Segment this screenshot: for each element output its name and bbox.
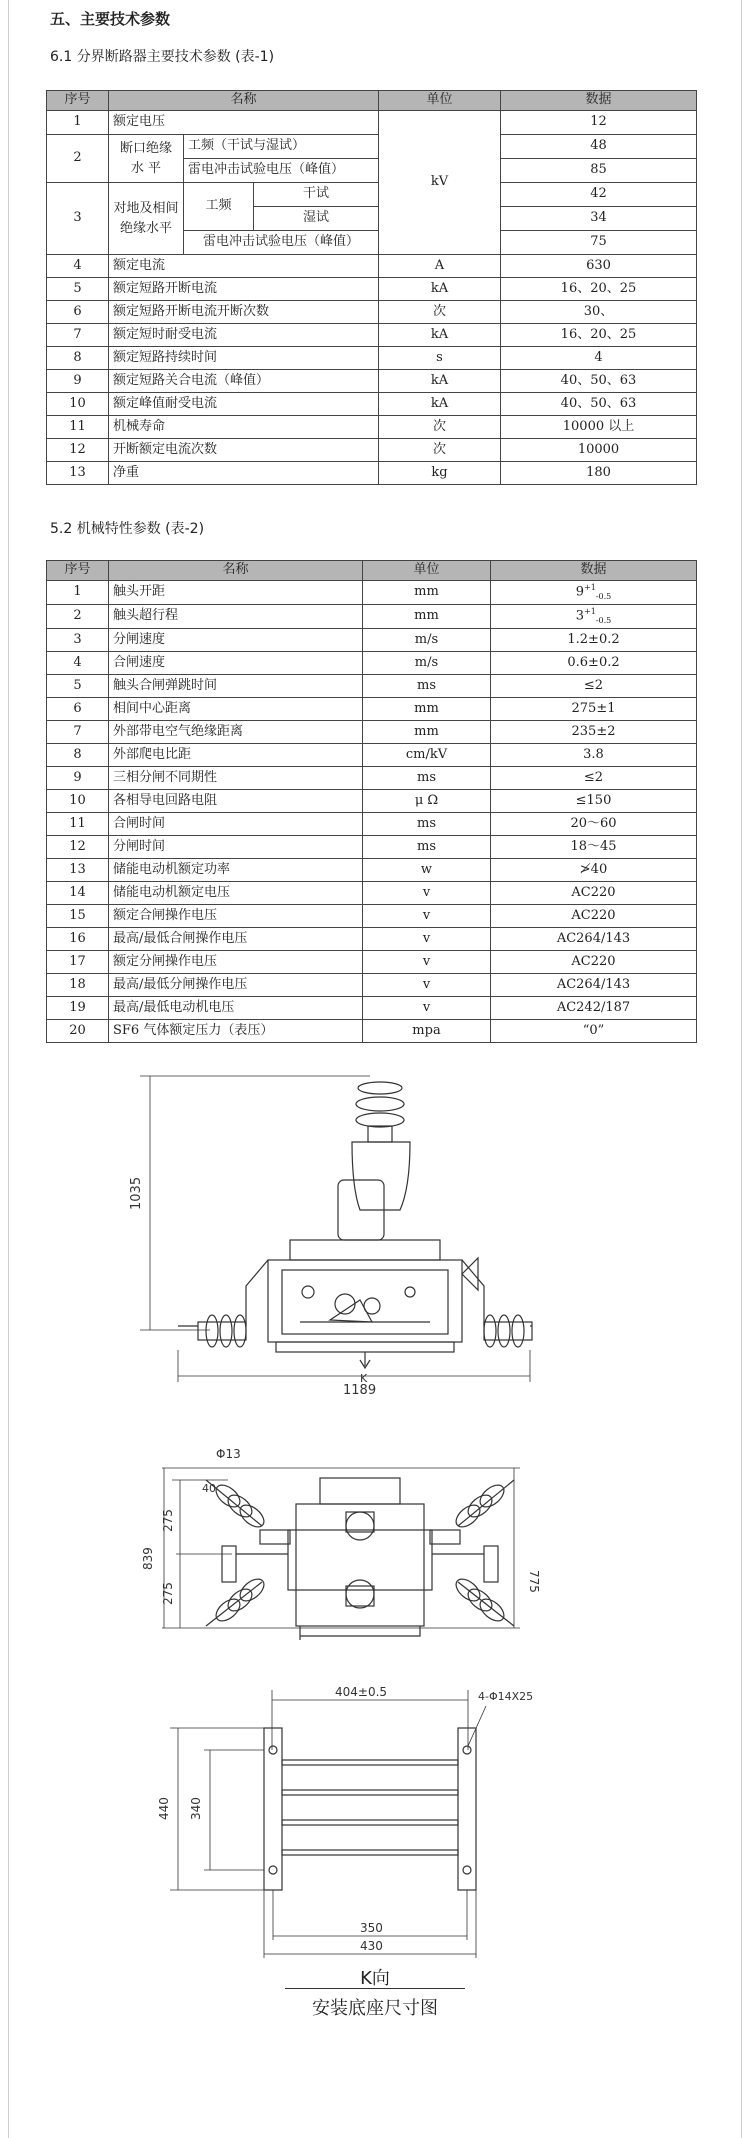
table-row: 5 额定短路开断电流 kA 16、20、25	[47, 278, 697, 301]
caption-underline	[285, 1988, 465, 1989]
front-elevation-drawing	[129, 1076, 532, 1398]
table-header	[47, 91, 697, 111]
header-name: 名称	[109, 91, 379, 111]
table-row: 8 外部爬电比距 cm/kV 3.8	[47, 744, 697, 767]
table-row: 13 储能电动机额定功率 w ≯40	[47, 859, 697, 882]
table-row: 9 额定短路关合电流（峰值） kA 40、50、63	[47, 370, 697, 393]
table1-caption: 6.1 分界断路器主要技术参数 (表-1)	[50, 49, 275, 65]
table-row: 4 额定电流 A 630	[47, 255, 697, 278]
table-row: 3 对地及相间 绝缘水平 工频 干试 42	[47, 183, 697, 207]
table1	[46, 90, 697, 485]
table-row: 14 储能电动机额定电压 v AC220	[47, 882, 697, 905]
header-value: 数据	[491, 561, 697, 581]
table-row: 15 额定合闸操作电压 v AC220	[47, 905, 697, 928]
dim-inner-height: 340	[189, 1797, 203, 1820]
view-arrow-label: K	[360, 1372, 368, 1385]
header-no: 序号	[47, 91, 109, 111]
table-header	[47, 561, 697, 581]
table-row: 12 开断额定电流次数 次 10000	[47, 439, 697, 462]
table-row: 12 分闸时间 ms 18～45	[47, 836, 697, 859]
table-row: 11 机械寿命 次 10000 以上	[47, 416, 697, 439]
table-row: 10 各相导电回路电阻 μ Ω ≤150	[47, 790, 697, 813]
table-row: 20 SF6 气体额定压力（表压） mpa “0”	[47, 1020, 697, 1043]
table-row: 10 额定峰值耐受电流 kA 40、50、63	[47, 393, 697, 416]
section-title: 五、主要技术参数	[50, 10, 171, 28]
dim-height: 1035	[129, 1176, 144, 1210]
hole-note: 4-Φ14X25	[478, 1690, 534, 1703]
table-row: 2 触头超行程 mm $3^{+1}_{-0.5}$	[47, 605, 697, 629]
header-name: 名称	[109, 561, 363, 581]
dim-outer-height: 440	[157, 1797, 171, 1820]
header-value: 数据	[501, 91, 697, 111]
table-row: 7 外部带电空气绝缘距离 mm 235±2	[47, 721, 697, 744]
dim-top: 404±0.5	[335, 1685, 388, 1699]
table-row: 9 三相分闸不同期性 ms ≤2	[47, 767, 697, 790]
table-row: 雷电冲击试验电压（峰值） 85	[47, 159, 697, 183]
table-row: 6 相间中心距离 mm 275±1	[47, 698, 697, 721]
table-row: 1 触头开距 mm $9^{+1}_{-0.5}$	[47, 581, 697, 605]
dim-pitch-a: 275	[161, 1509, 175, 1532]
kv-unit-cell: kV	[379, 111, 501, 255]
dim-hole: Φ13	[216, 1447, 241, 1461]
top-view-drawing	[141, 1447, 541, 1640]
dim-inner-width: 350	[360, 1921, 383, 1935]
mounting-base-drawing	[157, 1685, 533, 1958]
table-row: 11 合闸时间 ms 20～60	[47, 813, 697, 836]
table-row: 19 最高/最低电动机电压 v AC242/187	[47, 997, 697, 1020]
table2	[46, 560, 697, 1043]
dim-total-left: 839	[141, 1547, 155, 1570]
table-row: 3 分闸速度 m/s 1.2±0.2	[47, 629, 697, 652]
header-no: 序号	[47, 561, 109, 581]
dim-outer-width: 430	[360, 1939, 383, 1953]
drawing-caption: 安装底座尺寸图	[312, 1998, 438, 2019]
dim-total-right: 775	[527, 1570, 541, 1593]
table-row: 湿试 34	[47, 207, 697, 231]
table-row: 4 合闸速度 m/s 0.6±0.2	[47, 652, 697, 675]
table-row: 18 最高/最低分闸操作电压 v AC264/143	[47, 974, 697, 997]
table-row: 7 额定短时耐受电流 kA 16、20、25	[47, 324, 697, 347]
table-row: 雷电冲击试验电压（峰值） 75	[47, 231, 697, 255]
dim-pitch-b: 275	[161, 1582, 175, 1605]
table-row: 2 断口绝缘 水 平 工频（干试与湿试） 48	[47, 135, 697, 159]
table-row: 16 最高/最低合闸操作电压 v AC264/143	[47, 928, 697, 951]
header-unit: 单位	[379, 91, 501, 111]
table-row: 13 净重 kg 180	[47, 462, 697, 485]
table2-caption: 5.2 机械特性参数 (表-2)	[50, 521, 205, 537]
table-row: 6 额定短路开断电流开断次数 次 30、	[47, 301, 697, 324]
table-row: 1 额定电压 kV 12	[47, 111, 697, 135]
dim-width: 1189	[343, 1383, 377, 1398]
view-caption: K向	[360, 1968, 390, 1989]
header-unit: 单位	[363, 561, 491, 581]
table-row: 17 额定分闸操作电压 v AC220	[47, 951, 697, 974]
table-row: 5 触头合闸弹跳时间 ms ≤2	[47, 675, 697, 698]
table-row: 8 额定短路持续时间 s 4	[47, 347, 697, 370]
dim-small: 40	[202, 1482, 216, 1495]
